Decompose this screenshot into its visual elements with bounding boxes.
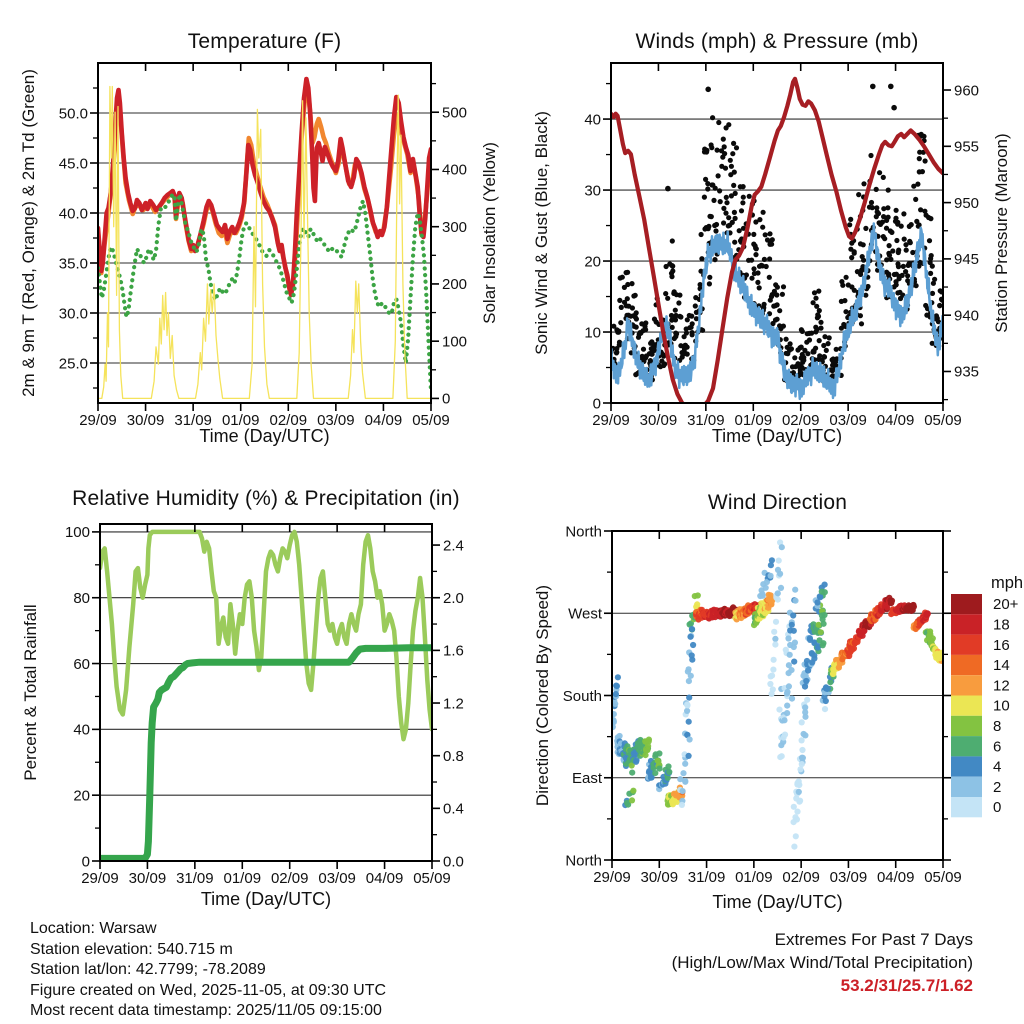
svg-text:35.0: 35.0 xyxy=(58,255,88,273)
svg-text:2.0: 2.0 xyxy=(443,589,464,607)
svg-text:North: North xyxy=(565,852,602,870)
svg-text:0.4: 0.4 xyxy=(443,800,464,818)
svg-text:03/09: 03/09 xyxy=(829,412,867,429)
svg-text:960: 960 xyxy=(954,82,980,100)
svg-text:02/09: 02/09 xyxy=(782,869,820,886)
svg-text:03/09: 03/09 xyxy=(318,870,356,887)
svg-text:1.6: 1.6 xyxy=(443,642,464,660)
svg-text:31/09: 31/09 xyxy=(687,869,726,886)
svg-text:935: 935 xyxy=(954,363,980,381)
svg-text:4: 4 xyxy=(993,758,1002,776)
wind-direction-chart-title: Wind Direction xyxy=(707,491,848,514)
figure-created: Figure created on Wed, 2025-11-05, at 09:30 UTC xyxy=(30,981,387,999)
winds-xaxis-label: Time (Day/UTC) xyxy=(711,426,843,446)
svg-text:2: 2 xyxy=(993,778,1002,796)
svg-text:01/09: 01/09 xyxy=(223,870,262,887)
svg-text:40: 40 xyxy=(584,111,601,129)
svg-text:29/09: 29/09 xyxy=(592,412,630,429)
wind-direction-xaxis-label: Time (Day/UTC) xyxy=(712,892,843,912)
svg-text:950: 950 xyxy=(954,194,980,212)
svg-text:30: 30 xyxy=(584,182,601,200)
svg-text:80: 80 xyxy=(73,589,90,607)
winds-pressure-chart-title: Winds (mph) & Pressure (mb) xyxy=(635,30,919,53)
svg-text:0: 0 xyxy=(81,853,90,871)
svg-text:6: 6 xyxy=(993,738,1002,756)
svg-text:30/09: 30/09 xyxy=(126,412,165,429)
gust-outliers xyxy=(665,84,897,192)
extremes-title: Extremes For Past 7 Days xyxy=(774,930,973,949)
svg-text:03/09: 03/09 xyxy=(829,869,868,886)
svg-text:mph: mph xyxy=(991,574,1024,592)
svg-text:02/09: 02/09 xyxy=(270,870,309,887)
svg-text:01/09: 01/09 xyxy=(734,412,773,429)
svg-text:18: 18 xyxy=(993,616,1010,634)
svg-text:05/09: 05/09 xyxy=(412,412,450,429)
svg-text:12: 12 xyxy=(993,677,1010,695)
svg-text:940: 940 xyxy=(954,307,980,325)
svg-text:30/09: 30/09 xyxy=(639,412,678,429)
extremes-values: 53.2/31/25.7/1.62 xyxy=(840,976,973,995)
svg-text:25.0: 25.0 xyxy=(58,355,88,373)
station-elevation: Station elevation: 540.715 m xyxy=(30,940,233,958)
svg-text:40: 40 xyxy=(73,721,90,739)
svg-text:60: 60 xyxy=(73,655,90,673)
extremes-subtitle: (High/Low/Max Wind/Total Precipitation) xyxy=(671,953,973,972)
svg-text:03/09: 03/09 xyxy=(317,412,355,429)
svg-text:0: 0 xyxy=(993,799,1002,817)
svg-text:0.8: 0.8 xyxy=(443,747,464,765)
svg-text:200: 200 xyxy=(442,276,468,294)
svg-text:50.0: 50.0 xyxy=(58,105,88,123)
svg-text:West: West xyxy=(568,605,602,623)
svg-text:05/09: 05/09 xyxy=(924,412,962,429)
svg-text:North: North xyxy=(565,523,602,541)
svg-text:8: 8 xyxy=(993,717,1002,735)
svg-text:0: 0 xyxy=(442,390,451,408)
direction-dots xyxy=(610,539,945,849)
svg-text:East: East xyxy=(571,770,602,787)
svg-text:05/09: 05/09 xyxy=(924,869,962,886)
svg-text:29/09: 29/09 xyxy=(593,869,631,886)
station-info-block xyxy=(30,919,386,1022)
9m-temp xyxy=(98,89,430,293)
svg-text:Station Pressure (Maroon): Station Pressure (Maroon) xyxy=(992,133,1011,333)
temperature-chart-title: Temperature (F) xyxy=(187,30,342,53)
svg-text:29/09: 29/09 xyxy=(81,870,119,887)
svg-text:20+: 20+ xyxy=(993,596,1019,614)
winds-pressure-chart xyxy=(532,63,1011,429)
speed-colorbar xyxy=(951,574,1023,817)
wind-direction-chart xyxy=(533,523,962,886)
station-latlon: Station lat/lon: 42.7799; -78.2089 xyxy=(30,961,266,978)
svg-text:40.0: 40.0 xyxy=(58,205,88,223)
svg-text:Solar Insolation (Yellow): Solar Insolation (Yellow) xyxy=(480,142,499,324)
svg-text:04/09: 04/09 xyxy=(364,412,403,429)
svg-text:20: 20 xyxy=(73,787,90,805)
station-location: Location: Warsaw xyxy=(30,920,157,937)
svg-text:10: 10 xyxy=(584,324,601,342)
svg-text:South: South xyxy=(562,687,602,705)
svg-text:04/09: 04/09 xyxy=(876,412,915,429)
svg-text:500: 500 xyxy=(442,104,468,122)
svg-text:10: 10 xyxy=(993,697,1010,715)
svg-text:02/09: 02/09 xyxy=(781,412,820,429)
svg-text:45.0: 45.0 xyxy=(58,155,88,173)
svg-text:2m & 9m T (Red, Orange) & 2m T: 2m & 9m T (Red, Orange) & 2m Td (Green) xyxy=(19,69,38,397)
svg-text:Sonic Wind & Gust (Blue, Black: Sonic Wind & Gust (Blue, Black) xyxy=(532,111,551,355)
svg-text:0: 0 xyxy=(592,395,601,413)
svg-text:300: 300 xyxy=(442,218,468,236)
svg-text:30/09: 30/09 xyxy=(640,869,679,886)
svg-text:100: 100 xyxy=(64,524,90,542)
svg-text:02/09: 02/09 xyxy=(269,412,308,429)
solar-insolation xyxy=(98,87,431,399)
svg-text:01/09: 01/09 xyxy=(221,412,260,429)
svg-text:31/09: 31/09 xyxy=(687,412,725,429)
svg-text:05/09: 05/09 xyxy=(413,870,451,887)
svg-text:30/09: 30/09 xyxy=(128,870,167,887)
svg-text:Direction (Colored By Speed): Direction (Colored By Speed) xyxy=(533,584,552,807)
svg-text:20: 20 xyxy=(584,253,601,271)
svg-text:31/09: 31/09 xyxy=(174,412,212,429)
svg-text:04/09: 04/09 xyxy=(876,869,915,886)
svg-text:100: 100 xyxy=(442,333,468,351)
total-rainfall xyxy=(100,648,432,859)
svg-text:01/09: 01/09 xyxy=(735,869,773,886)
station-pressure xyxy=(611,79,943,408)
svg-text:0.0: 0.0 xyxy=(443,853,464,871)
humidity-precip-chart-title: Relative Humidity (%) & Precipitation (in) xyxy=(72,487,460,510)
svg-text:04/09: 04/09 xyxy=(365,870,404,887)
svg-text:400: 400 xyxy=(442,161,468,179)
humidity-precip-chart xyxy=(21,524,464,887)
svg-text:16: 16 xyxy=(993,636,1010,654)
svg-text:2.4: 2.4 xyxy=(443,537,464,555)
svg-text:Percent & Total Rainfall: Percent & Total Rainfall xyxy=(21,604,40,781)
svg-text:1.2: 1.2 xyxy=(443,695,464,713)
svg-text:955: 955 xyxy=(954,138,980,156)
svg-text:14: 14 xyxy=(993,657,1010,675)
temperature-chart xyxy=(19,63,499,429)
relative-humidity xyxy=(100,532,432,739)
humidity-xaxis-label: Time (Day/UTC) xyxy=(200,889,332,909)
svg-text:945: 945 xyxy=(954,251,980,269)
extremes-block xyxy=(500,928,973,997)
temperature-xaxis-label: Time (Day/UTC) xyxy=(199,426,330,446)
recent-timestamp: Most recent data timestamp: 2025/11/05 09:15:00 xyxy=(30,1002,382,1019)
svg-text:29/09: 29/09 xyxy=(79,412,117,429)
svg-text:31/09: 31/09 xyxy=(176,870,214,887)
2m-dewpoint xyxy=(98,194,431,391)
svg-text:30.0: 30.0 xyxy=(58,305,88,323)
